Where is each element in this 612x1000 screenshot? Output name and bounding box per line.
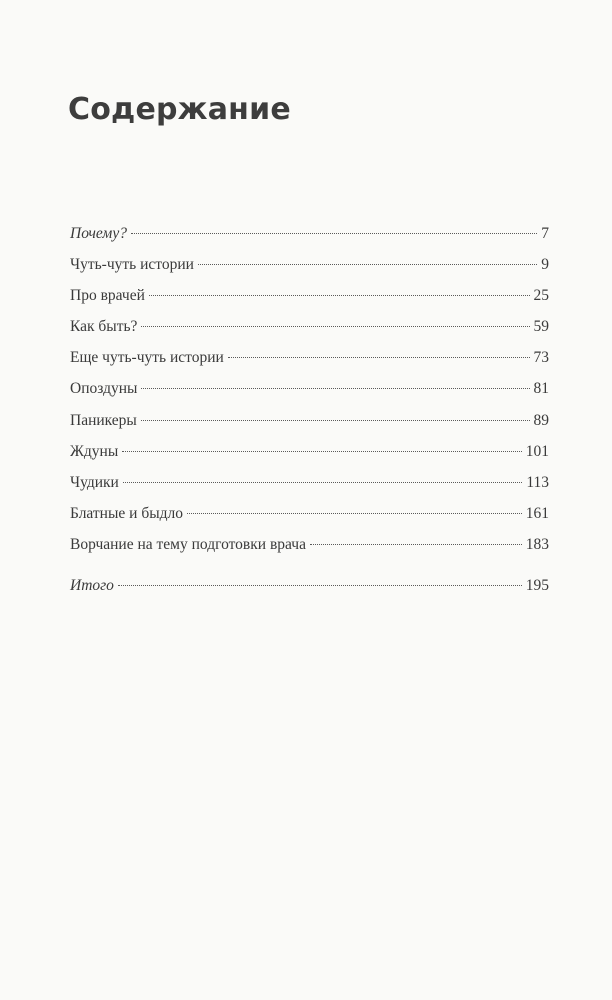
toc-entry [70,280,549,311]
dot-leader [141,326,529,327]
toc-entry [70,570,549,601]
dot-leader [187,513,522,514]
toc-entry-page: 161 [525,504,549,522]
toc-entry-title: Ворчание на тему подготовки врача [70,535,306,553]
toc-entry [70,467,549,498]
dot-leader [123,482,522,483]
toc-entry [70,436,549,467]
dot-leader [141,388,529,389]
dot-leader [198,264,537,265]
dot-leader [122,451,522,452]
toc-entry-page: 183 [525,535,549,553]
toc-entry-page: 73 [533,349,549,367]
toc-entry [70,405,549,436]
toc-entry-title: Блатные и быдло [70,504,183,522]
toc-entry [70,311,549,342]
dot-leader [149,295,530,296]
toc-entry-page: 101 [525,442,549,460]
toc-entry-title: Итого [70,577,114,595]
toc-entry-page: 59 [533,318,549,336]
toc-entry-page: 195 [525,577,549,595]
toc-entry-title: Паникеры [70,411,137,429]
toc-entry-page: 7 [541,225,549,242]
toc-entry-title: Опоздуны [70,380,138,398]
toc-entry-title: Как быть? [70,318,138,336]
dot-leader [310,544,522,545]
page-title: Содержание [68,92,291,127]
toc-entry-title: Чуть-чуть истории [70,256,194,274]
toc-entry [70,498,549,529]
table-of-contents [70,218,549,601]
toc-entry-title: Почему? [70,225,127,242]
toc-entry-title: Чудики [70,473,119,491]
toc-entry [70,342,549,373]
toc-entry-title: Про врачей [70,287,145,305]
toc-entry [70,218,549,249]
dot-leader [141,420,530,421]
toc-entry-title: Ждуны [70,442,119,460]
dot-leader [228,357,530,358]
toc-entry-page: 81 [533,380,549,398]
toc-entry-page: 113 [526,473,549,491]
toc-entry [70,373,549,404]
toc-entry-page: 9 [541,256,549,274]
toc-entry-page: 25 [533,287,549,305]
dot-leader [118,585,522,586]
dot-leader [131,233,537,234]
toc-entry-page: 89 [533,411,549,429]
toc-entry [70,529,549,560]
toc-entry [70,249,549,280]
toc-entry-title: Еще чуть-чуть истории [70,349,224,367]
